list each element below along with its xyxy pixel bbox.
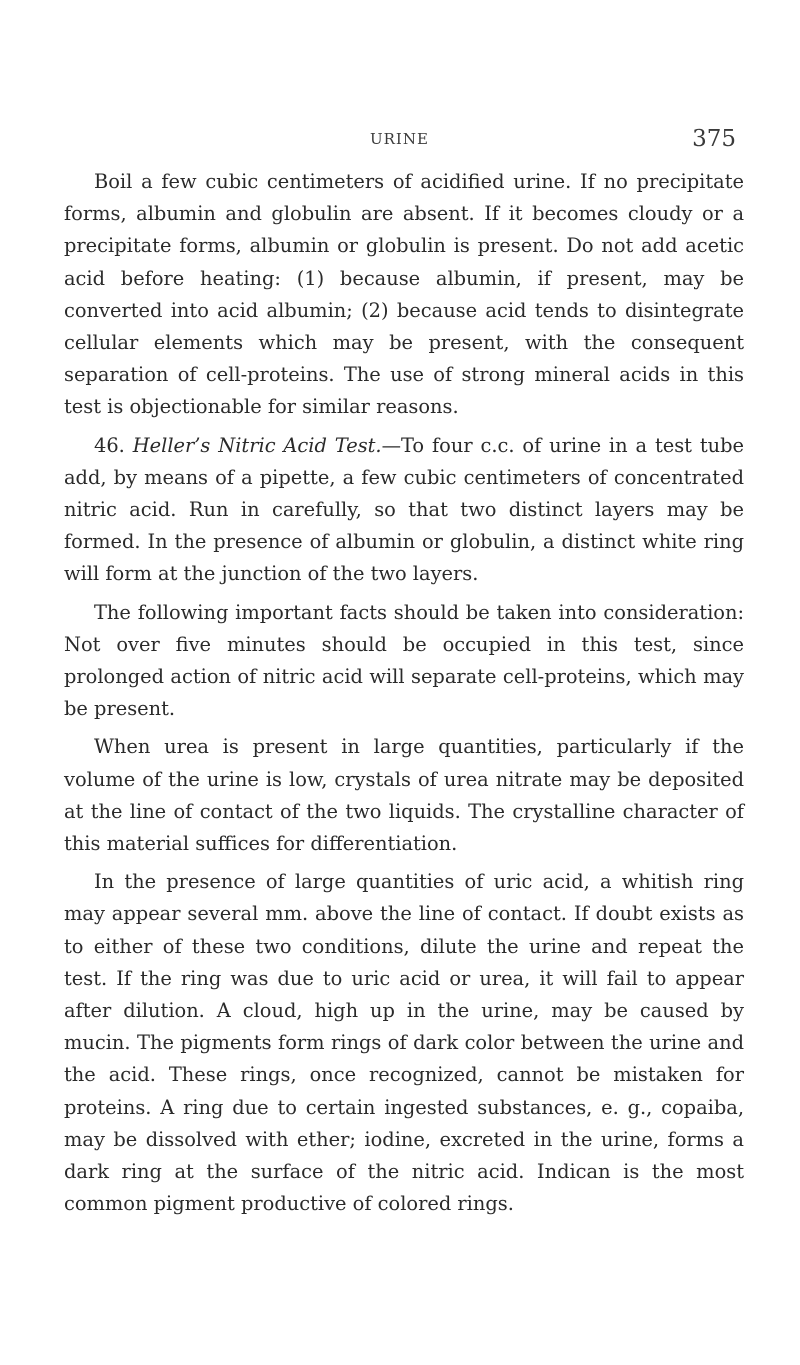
page-header bbox=[0, 126, 800, 156]
section-number: 46. bbox=[94, 433, 125, 457]
paragraph-boil-test: Boil a few cubic centimeters of acidified urine. If no precipitate forms, albumin and globulin are absent. If it becomes cloudy or a precipitate forms, albumin or globulin is present. Do not add acetic acid before heating: (1) because albumin, if present, may be converted into acid albumin; (2) because acid tends to disintegrate cellular elements which may be present, with the consequent separation of cell-proteins. The use of strong mineral acids in this test is objectionable for similar reasons. bbox=[64, 170, 744, 419]
running-head: URINE bbox=[370, 130, 429, 148]
paragraph-urea: When urea is present in large quantities, particularly if the volume of the urine is low, crystals of urea nitrate may be deposited at the line of contact of the two liquids. The crystalline character of this material suffices for differentiation. bbox=[64, 735, 744, 856]
paragraph-hellers-test bbox=[64, 430, 744, 591]
paragraph-important-facts: The following important facts should be taken into consideration: Not over five minutes should be occupied in this test, since prolonged action of nitric acid will separate cell-proteins, which may be present. bbox=[64, 600, 744, 721]
section-body: —To four c.c. of urine in a test tube add, by means of a pipette, a few cubic centimeters of concentrated nitric acid. Run in carefully, so that two distinct layers may be formed. In the presence of albumin or globulin, a distinct white ring will form at the junction of the two layers. bbox=[64, 433, 745, 586]
section-title: Heller’s Nitric Acid Test. bbox=[132, 433, 382, 457]
page-number: 375 bbox=[692, 126, 736, 152]
paragraph-uric-acid: In the presence of large quantities of uric acid, a whitish ring may appear several mm. above the line of contact. If doubt exists as to either of these two conditions, dilute the urine and repeat the test. If the ring was due to uric acid or urea, it will fail to appear after dilution. A cloud, high up in the urine, may be caused by mucin. The pigments form rings of dark color between the urine and the acid. These rings, once recognized, cannot be mistaken for proteins. A ring due to certain ingested substances, e. g., copaiba, may be dissolved with ether; iodine, excreted in the urine, forms a dark ring at the surface of the nitric acid. Indican is the most common pigment productive of colored rings. bbox=[64, 870, 744, 1216]
body-text bbox=[64, 166, 744, 1227]
